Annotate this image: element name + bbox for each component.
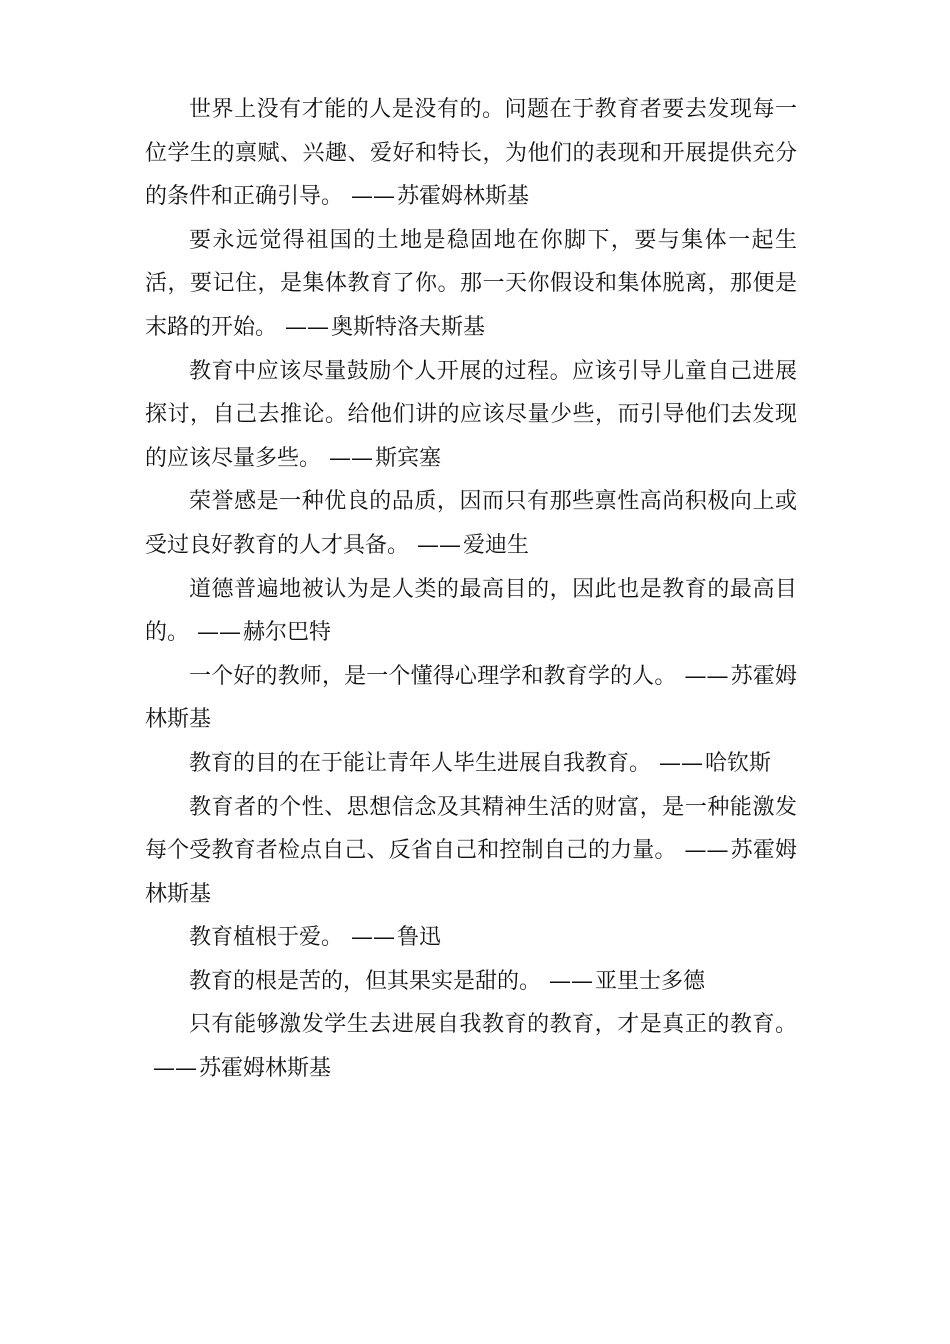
- quote-author: 亚里士多德: [595, 968, 706, 994]
- quote-author: 苏霍姆林斯基: [145, 663, 797, 733]
- quote-paragraph: [145, 1003, 797, 1090]
- quote-dash: ——: [351, 925, 396, 951]
- quote-paragraph: [145, 480, 797, 567]
- quote-author: 奥斯特洛夫斯基: [331, 314, 486, 340]
- quote-dash: ——: [329, 445, 374, 471]
- quote-dash: ——: [351, 184, 396, 210]
- quote-paragraph: [145, 786, 797, 917]
- quote-author: 赫尔巴特: [243, 620, 332, 646]
- quote-list: [145, 88, 797, 1091]
- quote-paragraph: [145, 655, 797, 742]
- quote-author: 哈钦斯: [705, 750, 772, 776]
- quote-text: 世界上没有才能的人是没有的。问题在于教育者要去发现每一位学生的禀赋、兴趣、爱好和特长，为他们的表现和开展提供充分的条件和正确引导。: [145, 97, 797, 210]
- quote-author: 苏霍姆林斯基: [145, 838, 797, 907]
- quote-dash: ——: [684, 663, 729, 689]
- quote-dash: ——: [684, 838, 729, 864]
- quote-dash: ——: [285, 314, 330, 340]
- quote-dash: ——: [549, 968, 594, 994]
- quote-text: 教育植根于爱。: [189, 925, 344, 951]
- quote-text: 道德普遍地被认为是人类的最高目的，因此也是教育的最高目的。: [145, 576, 797, 646]
- quote-paragraph: [145, 916, 797, 960]
- quote-text: 一个好的教师，是一个懂得心理学和教育学的人。: [189, 663, 677, 689]
- quote-text: 教育中应该尽量鼓励个人开展的过程。应该引导儿童自己进展探讨，自己去推论。给他们讲的应该尽量少些，而引导他们去发现的应该尽量多些。: [145, 358, 797, 471]
- quote-paragraph: [145, 568, 797, 655]
- quote-text: 要永远觉得祖国的土地是稳固地在你脚下，要与集体一起生活，要记住，是集体教育了你。那一天你假设和集体脱离，那便是末路的开始。: [145, 227, 797, 340]
- quote-author: 鲁迅: [397, 925, 442, 951]
- quote-text: 教育的根是苦的，但其果实是甜的。: [189, 968, 542, 994]
- quote-text: 只有能够激发学生去进展自我教育的教育，才是真正的教育。: [189, 1012, 797, 1038]
- quote-dash: ——: [659, 750, 704, 776]
- quote-author: 爱迪生: [463, 532, 530, 558]
- quote-paragraph: [145, 88, 797, 219]
- quote-text: 教育者的个性、思想信念及其精神生活的财富，是一种能激发每个受教育者检点自己、反省自己和控制自己的力量。: [145, 794, 797, 864]
- quote-paragraph: [145, 960, 797, 1004]
- quote-author: 斯宾塞: [375, 445, 442, 471]
- quote-dash: ——: [153, 1056, 197, 1082]
- quote-dash: ——: [417, 532, 462, 558]
- quote-text: 荣誉感是一种优良的品质，因而只有那些禀性高尚积极向上或受过良好教育的人才具备。: [145, 489, 797, 558]
- quote-paragraph: [145, 742, 797, 786]
- quote-author: 苏霍姆林斯基: [199, 1056, 332, 1082]
- quote-paragraph: [145, 219, 797, 350]
- quote-text: 教育的目的在于能让青年人毕生进展自我教育。: [189, 750, 652, 776]
- quote-paragraph: [145, 350, 797, 481]
- quote-author: 苏霍姆林斯基: [397, 184, 530, 210]
- quote-dash: ——: [197, 620, 242, 646]
